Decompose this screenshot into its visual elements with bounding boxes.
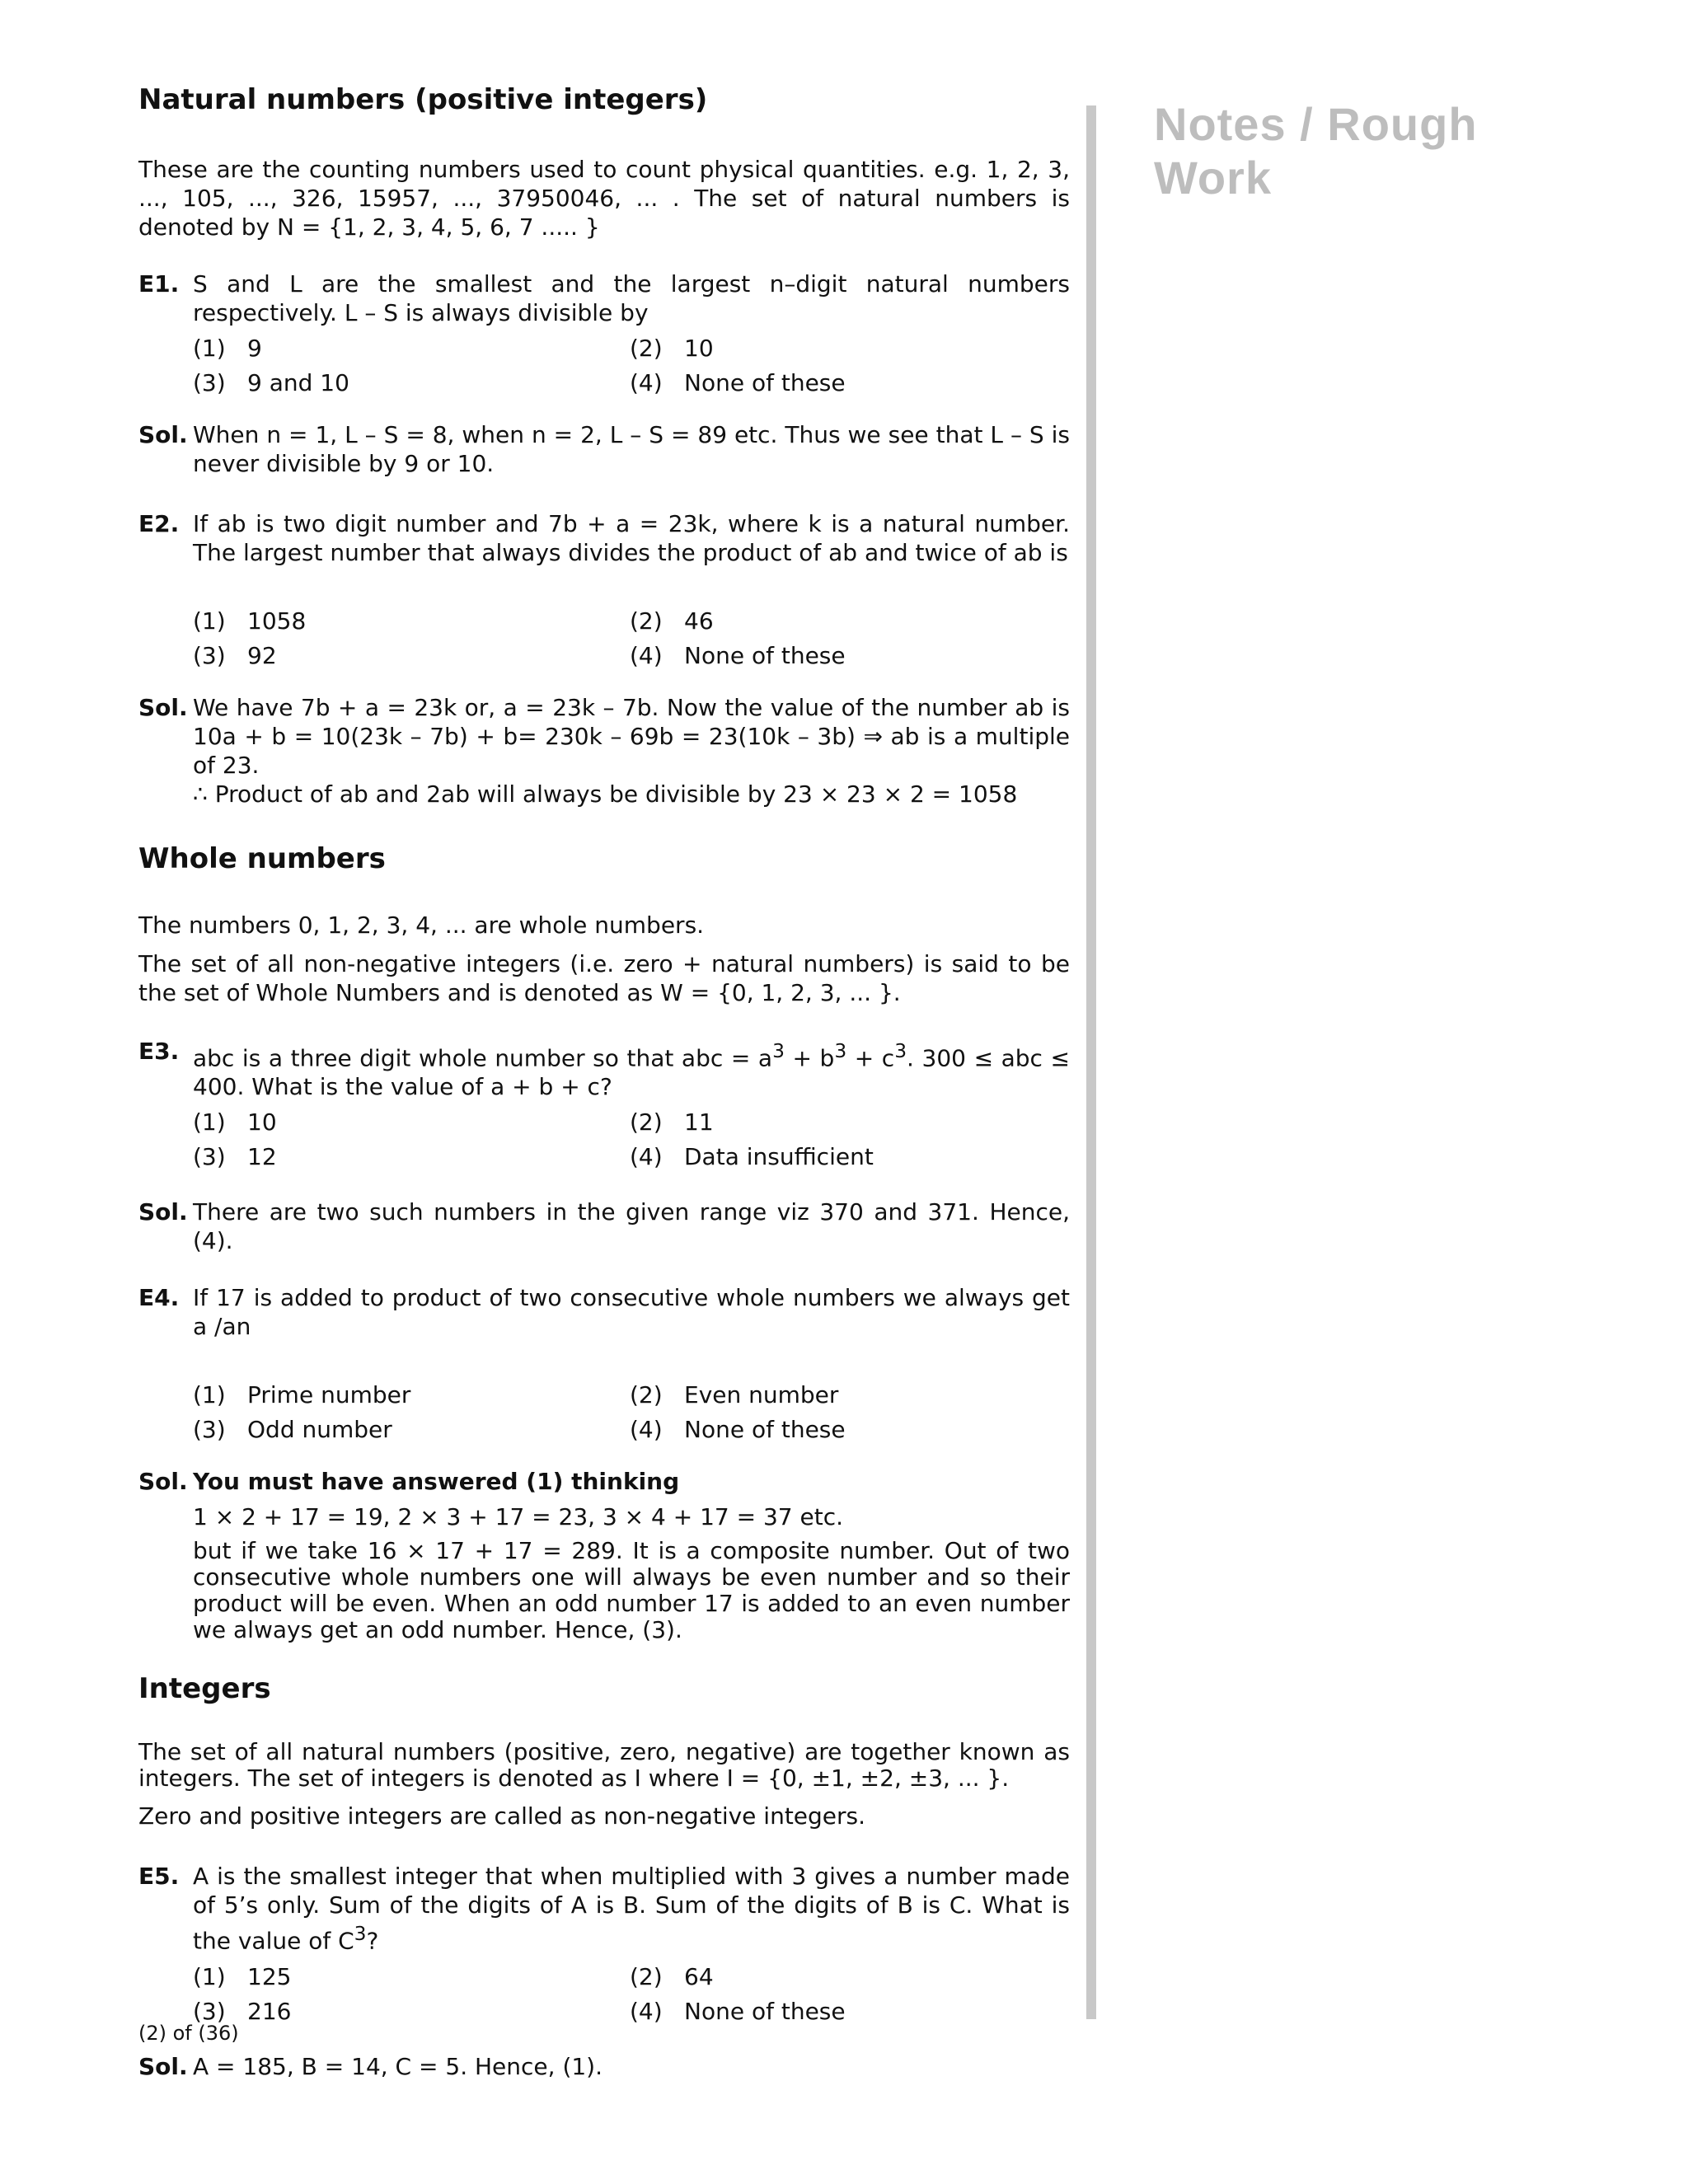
margin-divider [1086,105,1096,2019]
question-text: A is the smallest integer that when multiplied with 3 gives a number made of 5’s only. Sum of the digits of A is B. Sum of the digits of B is C. What is the value of $C^3$? [193,1863,1070,1955]
natural-numbers-paragraph: These are the counting numbers used to count physical quantities. e.g. 1, 2, 3, ..., 105, ..., 326, 15957, ..., 37950046, ... . The set of natural numbers is denoted by N = {1, 2, 3, 4, 5, 6, 7 ..... } [138,156,1070,241]
option-4: (4) None of these [630,1416,846,1444]
option-4: (4) None of these [630,642,846,669]
solution-e4 [138,1467,1070,1643]
solution-conclusion: ∴ Product of ab and 2ab will always be divisible by 23 × 23 × 2 = 1058 [193,780,1018,808]
options-grid [193,1108,1070,1171]
example-e5 [138,1862,1070,2025]
option-3: (3) 216 [193,1997,292,2025]
options-grid [193,1380,1070,1444]
solution-label: Sol. [138,1198,188,1226]
example-label: E3. [138,1038,180,1065]
solution-text: but if we take 16 × 17 + 17 = 289. It is a composite number. Out of two consecutive whole numbers one will always be even number and so their product will be even. When an odd number 17 is added to an even number we always get an odd number. Hence, (3). [193,1537,1070,1644]
example-label: E2. [138,510,180,537]
example-e2 [138,509,1070,670]
option-2: (2) Even number [630,1381,839,1409]
question-text: If ab is two digit number and 7b + a = 23k, where k is a natural number. The largest number that always divides the product of ab and twice of ab is [193,510,1070,566]
option-2: (2) 64 [630,1962,714,1990]
example-label: E1. [138,270,180,298]
solution-e5 [138,2052,1070,2081]
option-1: (1) Prime number [193,1381,411,1409]
example-label: E4. [138,1284,180,1312]
option-3: (3) 9 and 10 [193,369,349,396]
solution-label: Sol. [138,694,188,721]
solution-text: When n = 1, L – S = 8, when n = 2, L – S = 89 etc. Thus we see that L – S is never divisible by 9 or 10. [193,421,1070,477]
page-number: (2) of (36) [138,2022,239,2045]
options-grid [193,607,1070,670]
option-2: (2) 46 [630,607,714,635]
solution-e3 [138,1197,1070,1255]
solution-e1 [138,420,1070,478]
solution-text: We have 7b + a = 23k or, a = 23k – 7b. Now the value of the number ab is 10a + b = 10(23k – 7b) + b= 230k – 69b = 23(10k – 3b) ⇒ ab is a multiple of 23. [193,694,1070,779]
integers-paragraph-1: The set of all natural numbers (positive, zero, negative) are together known as integers. The set of integers is denoted as I where I = {0, ±1, ±2, ±3, ... }. [138,1738,1070,1793]
example-label: E5. [138,1863,180,1891]
solution-lead: You must have answered (1) thinking [193,1468,680,1496]
option-1: (1) 10 [193,1108,277,1137]
option-1: (1) 9 [193,335,262,362]
options-grid [193,334,1070,397]
heading-whole-numbers: Whole numbers [138,842,386,875]
heading-integers: Integers [138,1672,271,1706]
option-4: (4) None of these [630,369,846,396]
solution-label: Sol. [138,1468,188,1496]
example-e3 [138,1037,1070,1171]
option-1: (1) 1058 [193,607,307,635]
option-4: (4) None of these [630,1997,846,2025]
solution-label: Sol. [138,421,188,448]
solution-calculation: 1 × 2 + 17 = 19, 2 × 3 + 17 = 23, 3 × 4 + 17 = 37 etc. [193,1503,844,1531]
example-e4 [138,1283,1070,1444]
options-grid [193,1962,1070,2026]
option-3: (3) 12 [193,1143,277,1171]
option-4: (4) Data insufficient [630,1143,874,1171]
option-3: (3) 92 [193,642,277,669]
option-2: (2) 10 [630,335,714,362]
whole-numbers-paragraph-2: The set of all non-negative integers (i.e. zero + natural numbers) is said to be the set of Whole Numbers and is denoted as W = {0, 1, 2, 3, ... }. [138,950,1070,1006]
solution-text: There are two such numbers in the given range viz 370 and 371. Hence, (4). [193,1198,1070,1255]
notes-rough-work-title: Notes / Rough Work [1154,98,1478,204]
solution-e2 [138,693,1070,808]
option-1: (1) 125 [193,1962,292,1990]
question-text: If 17 is added to product of two consecutive whole numbers we always get a /an [193,1284,1070,1341]
main-content [138,82,1070,2081]
whole-numbers-paragraph-1: The numbers 0, 1, 2, 3, 4, ... are whole numbers. [138,912,705,939]
solution-text: A = 185, B = 14, C = 5. Hence, (1). [193,2052,603,2080]
example-e1 [138,269,1070,397]
option-3: (3) Odd number [193,1416,392,1444]
question-text: abc is a three digit whole number so that abc = $a^3 + b^3 + c^3$. 300 ≤ abc ≤ 400. What is the value of a + b + c? [193,1039,1070,1101]
option-2: (2) 11 [630,1108,714,1137]
heading-natural-numbers: Natural numbers (positive integers) [138,83,708,116]
question-text: S and L are the smallest and the largest n–digit natural numbers respectively. L – S is always divisible by [193,270,1070,326]
solution-label: Sol. [138,2052,188,2080]
integers-paragraph-2: Zero and positive integers are called as non-negative integers. [138,1802,866,1830]
